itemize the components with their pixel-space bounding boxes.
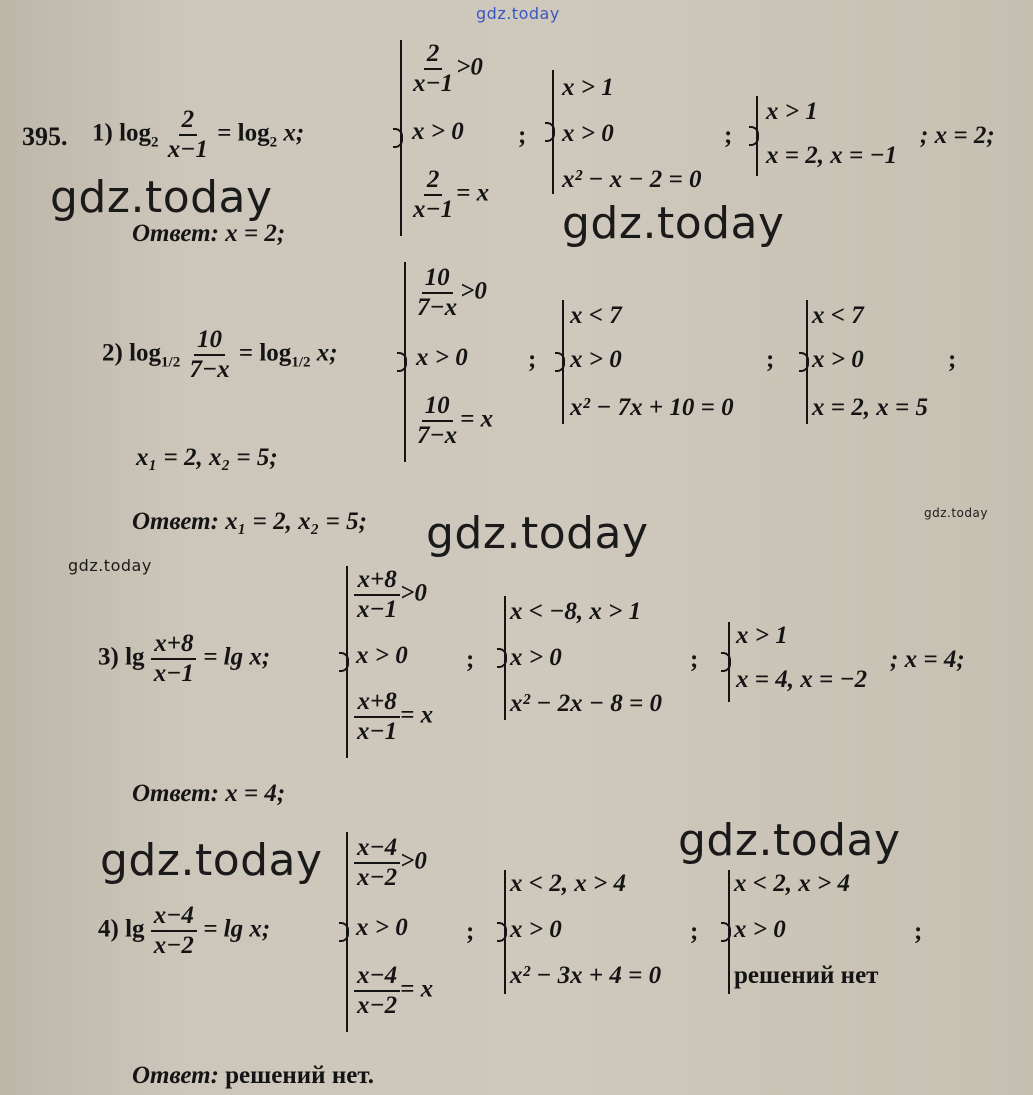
relation: >0 [456, 53, 483, 81]
answer-line [132, 1062, 374, 1090]
separator: ; [766, 346, 775, 373]
answer-label: Ответ: [132, 220, 219, 247]
part1-equation [92, 106, 304, 164]
fraction [151, 902, 197, 960]
result: ; x = 4; [890, 646, 965, 673]
numerator: 2 [424, 40, 443, 70]
system-brace [552, 70, 554, 194]
log-symbol: log [119, 119, 152, 147]
separator: ; [528, 346, 537, 373]
log-base: 2 [151, 134, 159, 151]
answer-value: x₁ = 2, x₂ = 5; [225, 508, 367, 535]
denominator: x−2 [357, 992, 398, 1019]
system1-row2: x > 0 [416, 344, 468, 371]
numerator: 10 [194, 326, 225, 356]
denominator: x−2 [153, 932, 194, 959]
numerator: x+8 [354, 566, 399, 596]
separator: ; [914, 918, 923, 945]
system-brace [806, 300, 808, 424]
system2-row: x < 2, x > 4 [510, 870, 626, 897]
system-brace [728, 622, 730, 702]
denominator: x−1 [413, 70, 454, 97]
watermark: gdz.today [562, 198, 785, 249]
part-label: 3) [98, 643, 119, 671]
system3-row: x > 1 [736, 622, 788, 649]
watermark-small: gdz.today [924, 506, 988, 520]
numerator: x−4 [151, 902, 197, 932]
system2-row: x² − 7x + 10 = 0 [570, 394, 734, 421]
answer-line [132, 780, 285, 808]
numerator: x+8 [354, 688, 399, 718]
fraction [165, 106, 211, 164]
system1-row1 [354, 566, 427, 624]
numerator: x+8 [151, 630, 196, 660]
part-label: 1) [92, 119, 113, 147]
system2-row: x² − 2x − 8 = 0 [510, 690, 663, 717]
equals-log: = log [238, 339, 292, 367]
separator: ; [466, 918, 475, 945]
answer-line [132, 508, 367, 536]
numerator: 10 [422, 392, 453, 422]
relation: >0 [460, 277, 487, 305]
system-brace [346, 566, 348, 758]
system3-row: x = 2, x = 5 [812, 394, 928, 421]
separator: ; [948, 346, 957, 373]
watermark: gdz.today [678, 815, 901, 866]
system-brace [404, 262, 406, 462]
lg-symbol: lg [125, 643, 145, 671]
answer-line [132, 220, 285, 248]
denominator: x−2 [357, 864, 398, 891]
denominator: 7−x [417, 294, 458, 321]
numerator: x−4 [354, 962, 400, 992]
log-base: 2 [269, 134, 278, 151]
system-brace [728, 870, 730, 994]
separator: ; [690, 646, 699, 673]
system1-row1 [414, 264, 487, 322]
part-label: 2) [102, 339, 123, 367]
log-symbol: log [129, 339, 162, 367]
relation: >0 [400, 579, 427, 607]
numerator: 2 [424, 166, 443, 196]
system2-row: x > 0 [510, 644, 562, 671]
relation: = x [400, 975, 434, 1003]
system1-row1 [354, 834, 427, 892]
system3-row: x > 0 [812, 346, 864, 373]
system2-row: x > 0 [570, 346, 622, 373]
system-brace [562, 300, 564, 424]
numerator: x−4 [354, 834, 400, 864]
system3-row: x > 1 [766, 98, 818, 125]
lg-symbol: lg [125, 915, 145, 943]
relation: = x [460, 405, 494, 433]
system1-row2: x > 0 [356, 914, 408, 941]
watermark-small: gdz.today [68, 556, 152, 575]
roots-line: x₁ = 2, x₂ = 5; [136, 444, 278, 471]
system2-row: x² − x − 2 = 0 [562, 166, 702, 193]
log-arg: x; [283, 119, 305, 147]
system1-row2: x > 0 [356, 642, 408, 669]
denominator: x−1 [167, 136, 208, 163]
system2-row: x > 0 [510, 916, 562, 943]
system3-row: x = 2, x = −1 [766, 142, 898, 169]
system1-row2: x > 0 [412, 118, 464, 145]
system2-row: x > 1 [562, 74, 614, 101]
watermark-top: gdz.today [476, 4, 560, 23]
answer-label: Ответ: [132, 1062, 219, 1089]
system1-row1 [410, 40, 483, 98]
log-base: 1/2 [291, 354, 311, 371]
part4-equation [98, 902, 270, 960]
system3-row: x < 7 [812, 302, 864, 329]
denominator: 7−x [189, 356, 230, 383]
relation: = x [456, 179, 490, 207]
system-brace [504, 870, 506, 994]
answer-value: x = 2; [225, 220, 286, 247]
answer-label: Ответ: [132, 508, 219, 535]
part2-equation [102, 326, 338, 384]
watermark: gdz.today [100, 835, 323, 886]
result: ; x = 2; [920, 122, 995, 149]
log-arg: x; [316, 339, 338, 367]
system3-row: x = 4, x = −2 [736, 666, 868, 693]
system1-row3 [414, 392, 493, 450]
system1-row3 [354, 962, 433, 1020]
part-label: 4) [98, 915, 119, 943]
separator: ; [690, 918, 699, 945]
denominator: x−1 [413, 196, 454, 223]
numerator: 2 [179, 106, 198, 136]
system2-row: x < −8, x > 1 [510, 598, 642, 625]
denominator: x−1 [357, 596, 398, 623]
denominator: x−1 [153, 660, 194, 687]
log-base: 1/2 [161, 354, 181, 371]
system2-row: x < 7 [570, 302, 622, 329]
system3-row: x > 0 [734, 916, 786, 943]
separator: ; [724, 122, 733, 149]
part3-equation [98, 630, 270, 688]
system-brace [504, 596, 506, 720]
fraction [151, 630, 197, 688]
system3-row: x < 2, x > 4 [734, 870, 850, 897]
numerator: 10 [422, 264, 453, 294]
watermark: gdz.today [426, 508, 649, 559]
system2-row: x² − 3x + 4 = 0 [510, 962, 662, 989]
equals-lg: = lg x; [203, 915, 271, 943]
separator: ; [466, 646, 475, 673]
system1-row3 [410, 166, 489, 224]
problem-number: 395. [22, 122, 68, 151]
equals-lg: = lg x; [203, 643, 271, 671]
answer-label: Ответ: [132, 780, 219, 807]
separator: ; [518, 122, 527, 149]
system-brace [400, 40, 402, 236]
answer-value: решений нет. [225, 1062, 374, 1089]
denominator: x−1 [357, 718, 398, 745]
system3-row: решений нет [734, 962, 879, 989]
system-brace [756, 96, 758, 176]
answer-value: x = 4; [225, 780, 286, 807]
system1-row3 [354, 688, 433, 746]
relation: >0 [400, 847, 427, 875]
equals-log: = log [217, 119, 270, 147]
relation: = x [400, 701, 434, 729]
fraction [186, 326, 232, 384]
system2-row: x > 0 [562, 120, 614, 147]
watermark: gdz.today [50, 172, 273, 223]
denominator: 7−x [417, 422, 458, 449]
system-brace [346, 832, 348, 1032]
